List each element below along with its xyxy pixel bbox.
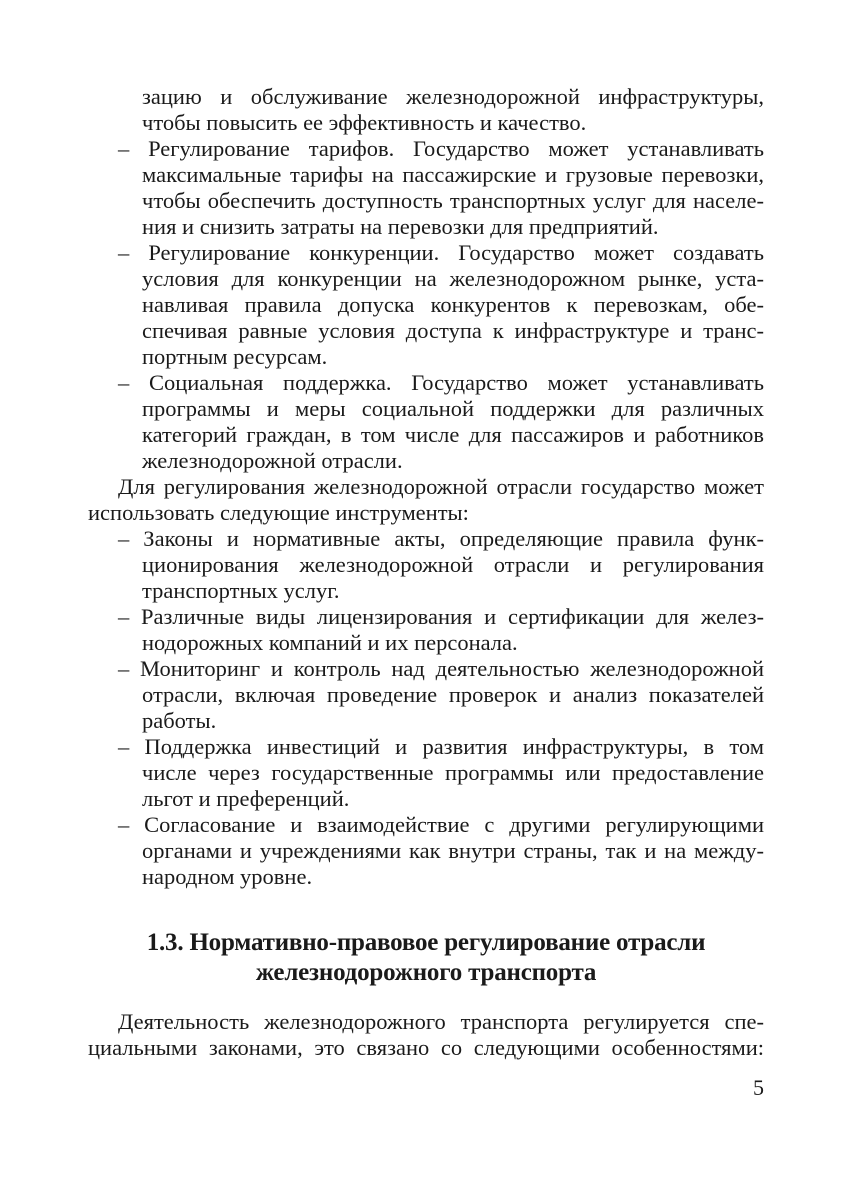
text-line: спечивая равные условия доступа к инфраструктуре и транс-: [142, 318, 764, 343]
text-line: портным ресурсам.: [142, 344, 328, 369]
list-item-line: – Мониторинг и контроль над деятельностью железнодорожной: [118, 656, 764, 681]
text-line: льгот и преференций.: [142, 786, 350, 811]
list-item-line: – Регулирование конкуренции. Государство может создавать: [118, 240, 764, 265]
text-line: зацию и обслуживание железнодорожной инфраструктуры,: [142, 84, 764, 109]
list-item-line: – Различные виды лицензирования и сертификации для желез-: [118, 604, 764, 629]
text-line: работы.: [142, 708, 217, 733]
paragraph-line: циальными законами, это связано со следующими особенностями:: [88, 1035, 764, 1060]
section-heading: [88, 928, 764, 988]
text-line: нодорожных компаний и их персонала.: [142, 630, 518, 655]
list-item-line: – Регулирование тарифов. Государство может устанавливать: [118, 136, 764, 161]
text-line: категорий граждан, в том числе для пассажиров и работников: [142, 422, 764, 447]
section-heading-line: железнодорожного транспорта: [255, 959, 597, 986]
paragraph-line: Деятельность железнодорожного транспорта регулируется спе-: [118, 1009, 764, 1034]
text-line: железнодорожной отрасли.: [142, 448, 403, 473]
list-item-line: – Согласование и взаимодействие с другими регулирующими: [118, 812, 764, 837]
text-line: транспортных услуг.: [142, 578, 340, 603]
section-heading-line: 1.3. Нормативно-правовое регулирование отрасли: [146, 929, 706, 956]
paragraph-line: использовать следующие инструменты:: [88, 500, 469, 525]
text-line: органами и учреждениями как внутри страны, так и на между-: [142, 838, 764, 863]
text-line: максимальные тарифы на пассажирские и грузовые перевозки,: [142, 162, 764, 187]
text-line: навливая правила допуска конкурентов к перевозкам, обе-: [142, 292, 764, 317]
text-line: программы и меры социальной поддержки для различных: [142, 396, 764, 421]
paragraph-line: Для регулирования железнодорожной отрасли государство может: [118, 474, 764, 499]
text-line: ционирования железнодорожной отрасли и регулирования: [142, 552, 764, 577]
body-text-top: [88, 84, 764, 890]
list-item-line: – Законы и нормативные акты, определяющие правила функ-: [118, 526, 764, 551]
text-line: народном уровне.: [142, 864, 313, 889]
list-item-line: – Социальная поддержка. Государство может устанавливать: [118, 370, 764, 395]
text-line: условия для конкуренции на железнодорожном рынке, уста-: [142, 266, 764, 291]
text-line: чтобы обеспечить доступность транспортных услуг для населе-: [142, 188, 764, 213]
text-line: ния и снизить затраты на перевозки для предприятий.: [142, 214, 659, 239]
text-line: числе через государственные программы или предоставление: [142, 760, 764, 785]
text-line: чтобы повысить ее эффективность и качество.: [142, 110, 587, 135]
text-line: отрасли, включая проведение проверок и анализ показателей: [142, 682, 764, 707]
page-number: 5: [753, 1075, 764, 1100]
body-text-bottom: [88, 1009, 764, 1061]
list-item-line: – Поддержка инвестиций и развития инфраструктуры, в том: [118, 734, 764, 759]
